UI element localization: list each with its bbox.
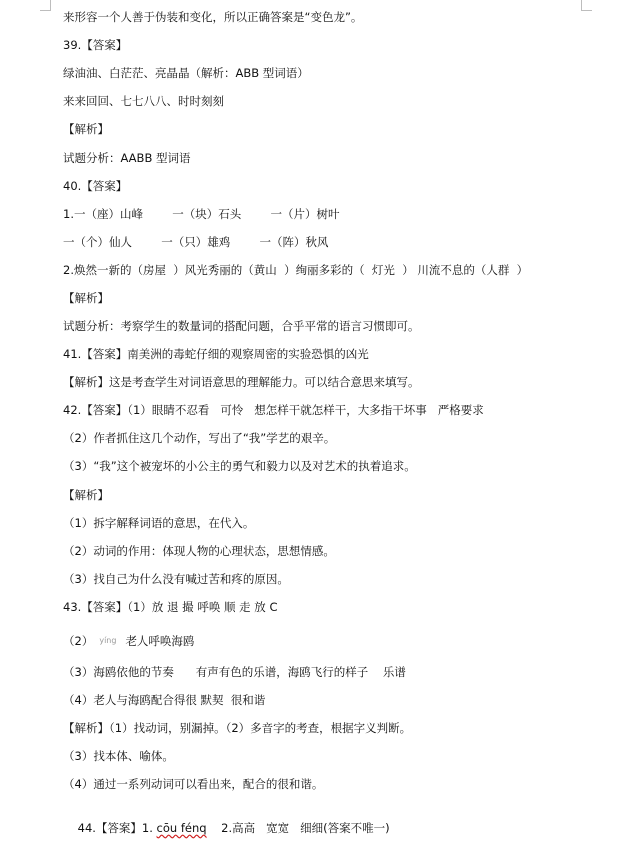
text-line: （3）海鸥依他的节奏 有声有色的乐谱，海鸥飞行的样子 乐谱 bbox=[63, 665, 406, 679]
text-line: 绿油油、白茫茫、亮晶晶（解析：ABB 型词语） bbox=[63, 66, 309, 80]
text-line: （3）找本体、喻体。 bbox=[63, 749, 174, 763]
item-text: 老人呼唤海鸥 bbox=[125, 634, 195, 648]
question-43-answer: 43.【答案】（1）放 退 撮 呼唤 顺 走 放 C bbox=[63, 600, 278, 614]
text-line: （2）动词的作用：体现人物的心理状态，思想情感。 bbox=[63, 544, 335, 558]
text-line: 【解析】（1）找动词，别漏掉。（2）多音字的考查，根据字义判断。 bbox=[63, 721, 412, 735]
text-line: 【解析】这是考查学生对词语意思的理解能力。可以结合意思来填写。 bbox=[63, 375, 420, 389]
item-prefix: 44.【答案】1. bbox=[77, 821, 157, 835]
analysis-heading: 【解析】 bbox=[63, 122, 109, 136]
question-40-answer-heading: 40.【答案】 bbox=[63, 179, 128, 193]
question-42-answer: 42.【答案】（1）眼睛不忍看 可怜 想怎样干就怎样干，大多指干坏事 严格要求 bbox=[63, 403, 484, 417]
page-corner-mark-left bbox=[40, 0, 51, 11]
text-line: 来来回回、七七八八、时时刻刻 bbox=[63, 94, 224, 108]
pinyin-answer: cōu fénq bbox=[156, 821, 207, 835]
text-line: 来形容一个人善于伪装和变化，所以正确答案是“变色龙”。 bbox=[63, 10, 363, 24]
question-39-answer-heading: 39.【答案】 bbox=[63, 38, 128, 52]
question-41-answer: 41.【答案】南美洲的毒蛇仔细的观察周密的实验恐惧的凶光 bbox=[63, 347, 369, 361]
text-line: 2.焕然一新的（房屋 ）风光秀丽的（黄山 ）绚丽多彩的（ 灯光 ） 川流不息的（人群 ） bbox=[63, 263, 529, 277]
page-corner-mark-right bbox=[581, 0, 592, 11]
text-line: 1.一（座）山峰 一（块）石头 一（片）树叶 bbox=[63, 207, 340, 221]
text-line: 一（个）仙人 一（只）雄鸡 一（阵）秋风 bbox=[63, 235, 329, 249]
text-line: 试题分析：考察学生的数量词的搭配问题，合乎平常的语言习惯即可。 bbox=[63, 319, 420, 333]
item-prefix: （2） bbox=[63, 634, 94, 648]
text-line: （3）“我”这个被宠坏的小公主的勇气和毅力以及对艺术的执着追求。 bbox=[63, 459, 416, 473]
question-44-answer bbox=[63, 804, 390, 835]
analysis-heading: 【解析】 bbox=[63, 291, 109, 305]
text-line bbox=[63, 633, 194, 649]
item-text: 2.高高 宽宽 细细(答案不唯一) bbox=[206, 821, 390, 835]
text-line: （4）老人与海鸥配合得很 默契 很和谐 bbox=[63, 693, 266, 707]
text-line: （4）通过一系列动词可以看出来，配合的很和谐。 bbox=[63, 777, 324, 791]
analysis-heading: 【解析】 bbox=[63, 488, 109, 502]
text-line: 试题分析：AABB 型词语 bbox=[63, 151, 191, 165]
text-line: （2）作者抓住这几个动作，写出了“我”学艺的艰辛。 bbox=[63, 431, 336, 445]
text-line: （1）拆字解释词语的意思，在代入。 bbox=[63, 516, 255, 530]
pinyin-image: yíng bbox=[99, 636, 117, 645]
text-line: （3）找自己为什么没有喊过苦和疼的原因。 bbox=[63, 572, 289, 586]
